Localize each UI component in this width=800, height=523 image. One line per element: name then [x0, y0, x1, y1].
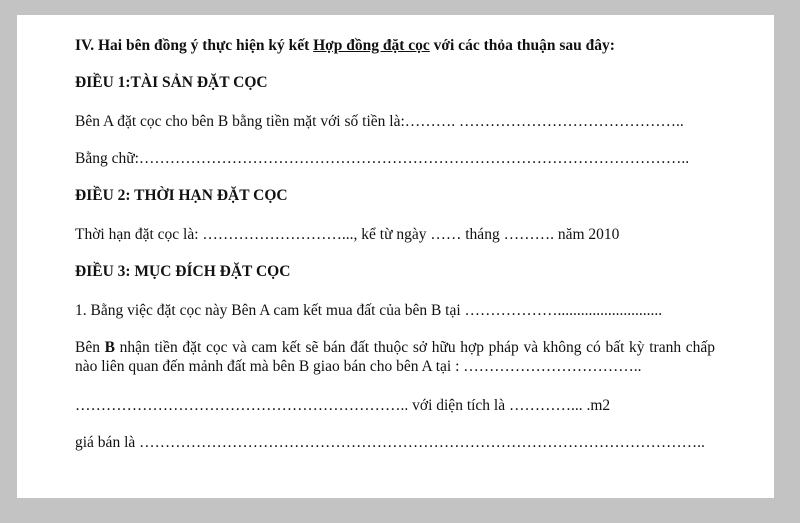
document-page: [17, 15, 774, 498]
section-iv-prefix: IV. Hai bên đồng ý thực hiện ký kết: [75, 37, 314, 54]
section-iv-title: [75, 36, 615, 56]
article-1-heading: ĐIỀU 1:TÀI SẢN ĐẶT CỌC: [75, 74, 268, 91]
party-b-label: B: [104, 339, 115, 356]
section-iv-suffix: với các thỏa thuận sau đây:: [429, 37, 615, 54]
para-rest: nhận tiền đặt cọc và cam kết sẽ bán đất thuộc sở hữu hợp pháp và không có bất kỳ tranh chấp nào liên quan đến mảnh đất mà bên B giao bán cho bên A tại : ……………………………..: [75, 339, 716, 375]
para-start: Bên: [75, 339, 105, 356]
article-3-line-area: ……………………………………………………….. với diện tích là …………... .m2: [75, 397, 611, 414]
article-3-heading: ĐIỀU 3: MỤC ĐÍCH ĐẶT CỌC: [75, 263, 291, 280]
article-3-paragraph-party-b: [75, 338, 715, 376]
contract-name: Hợp đồng đặt cọc: [313, 37, 430, 54]
article-2-heading: ĐIỀU 2: THỜI HẠN ĐẶT CỌC: [75, 187, 288, 204]
article-3-line-commitment: 1. Bằng việc đặt cọc này Bên A cam kết mua đất của bên B tại ………………...........................: [75, 302, 663, 319]
article-1-line-amount-in-words: Bằng chữ:……………………………………………………………………………………………..: [75, 150, 690, 167]
article-3-line-price: giá bán là ………………………………………………………………………………………………..: [75, 434, 705, 451]
article-2-line-deposit-term: Thời hạn đặt cọc là: ………………………..., kể từ ngày …… tháng ………. năm 2010: [75, 226, 620, 243]
article-1-line-deposit-amount: Bên A đặt cọc cho bên B bằng tiền mặt với số tiền là:………. ……………………………………..: [75, 113, 684, 130]
